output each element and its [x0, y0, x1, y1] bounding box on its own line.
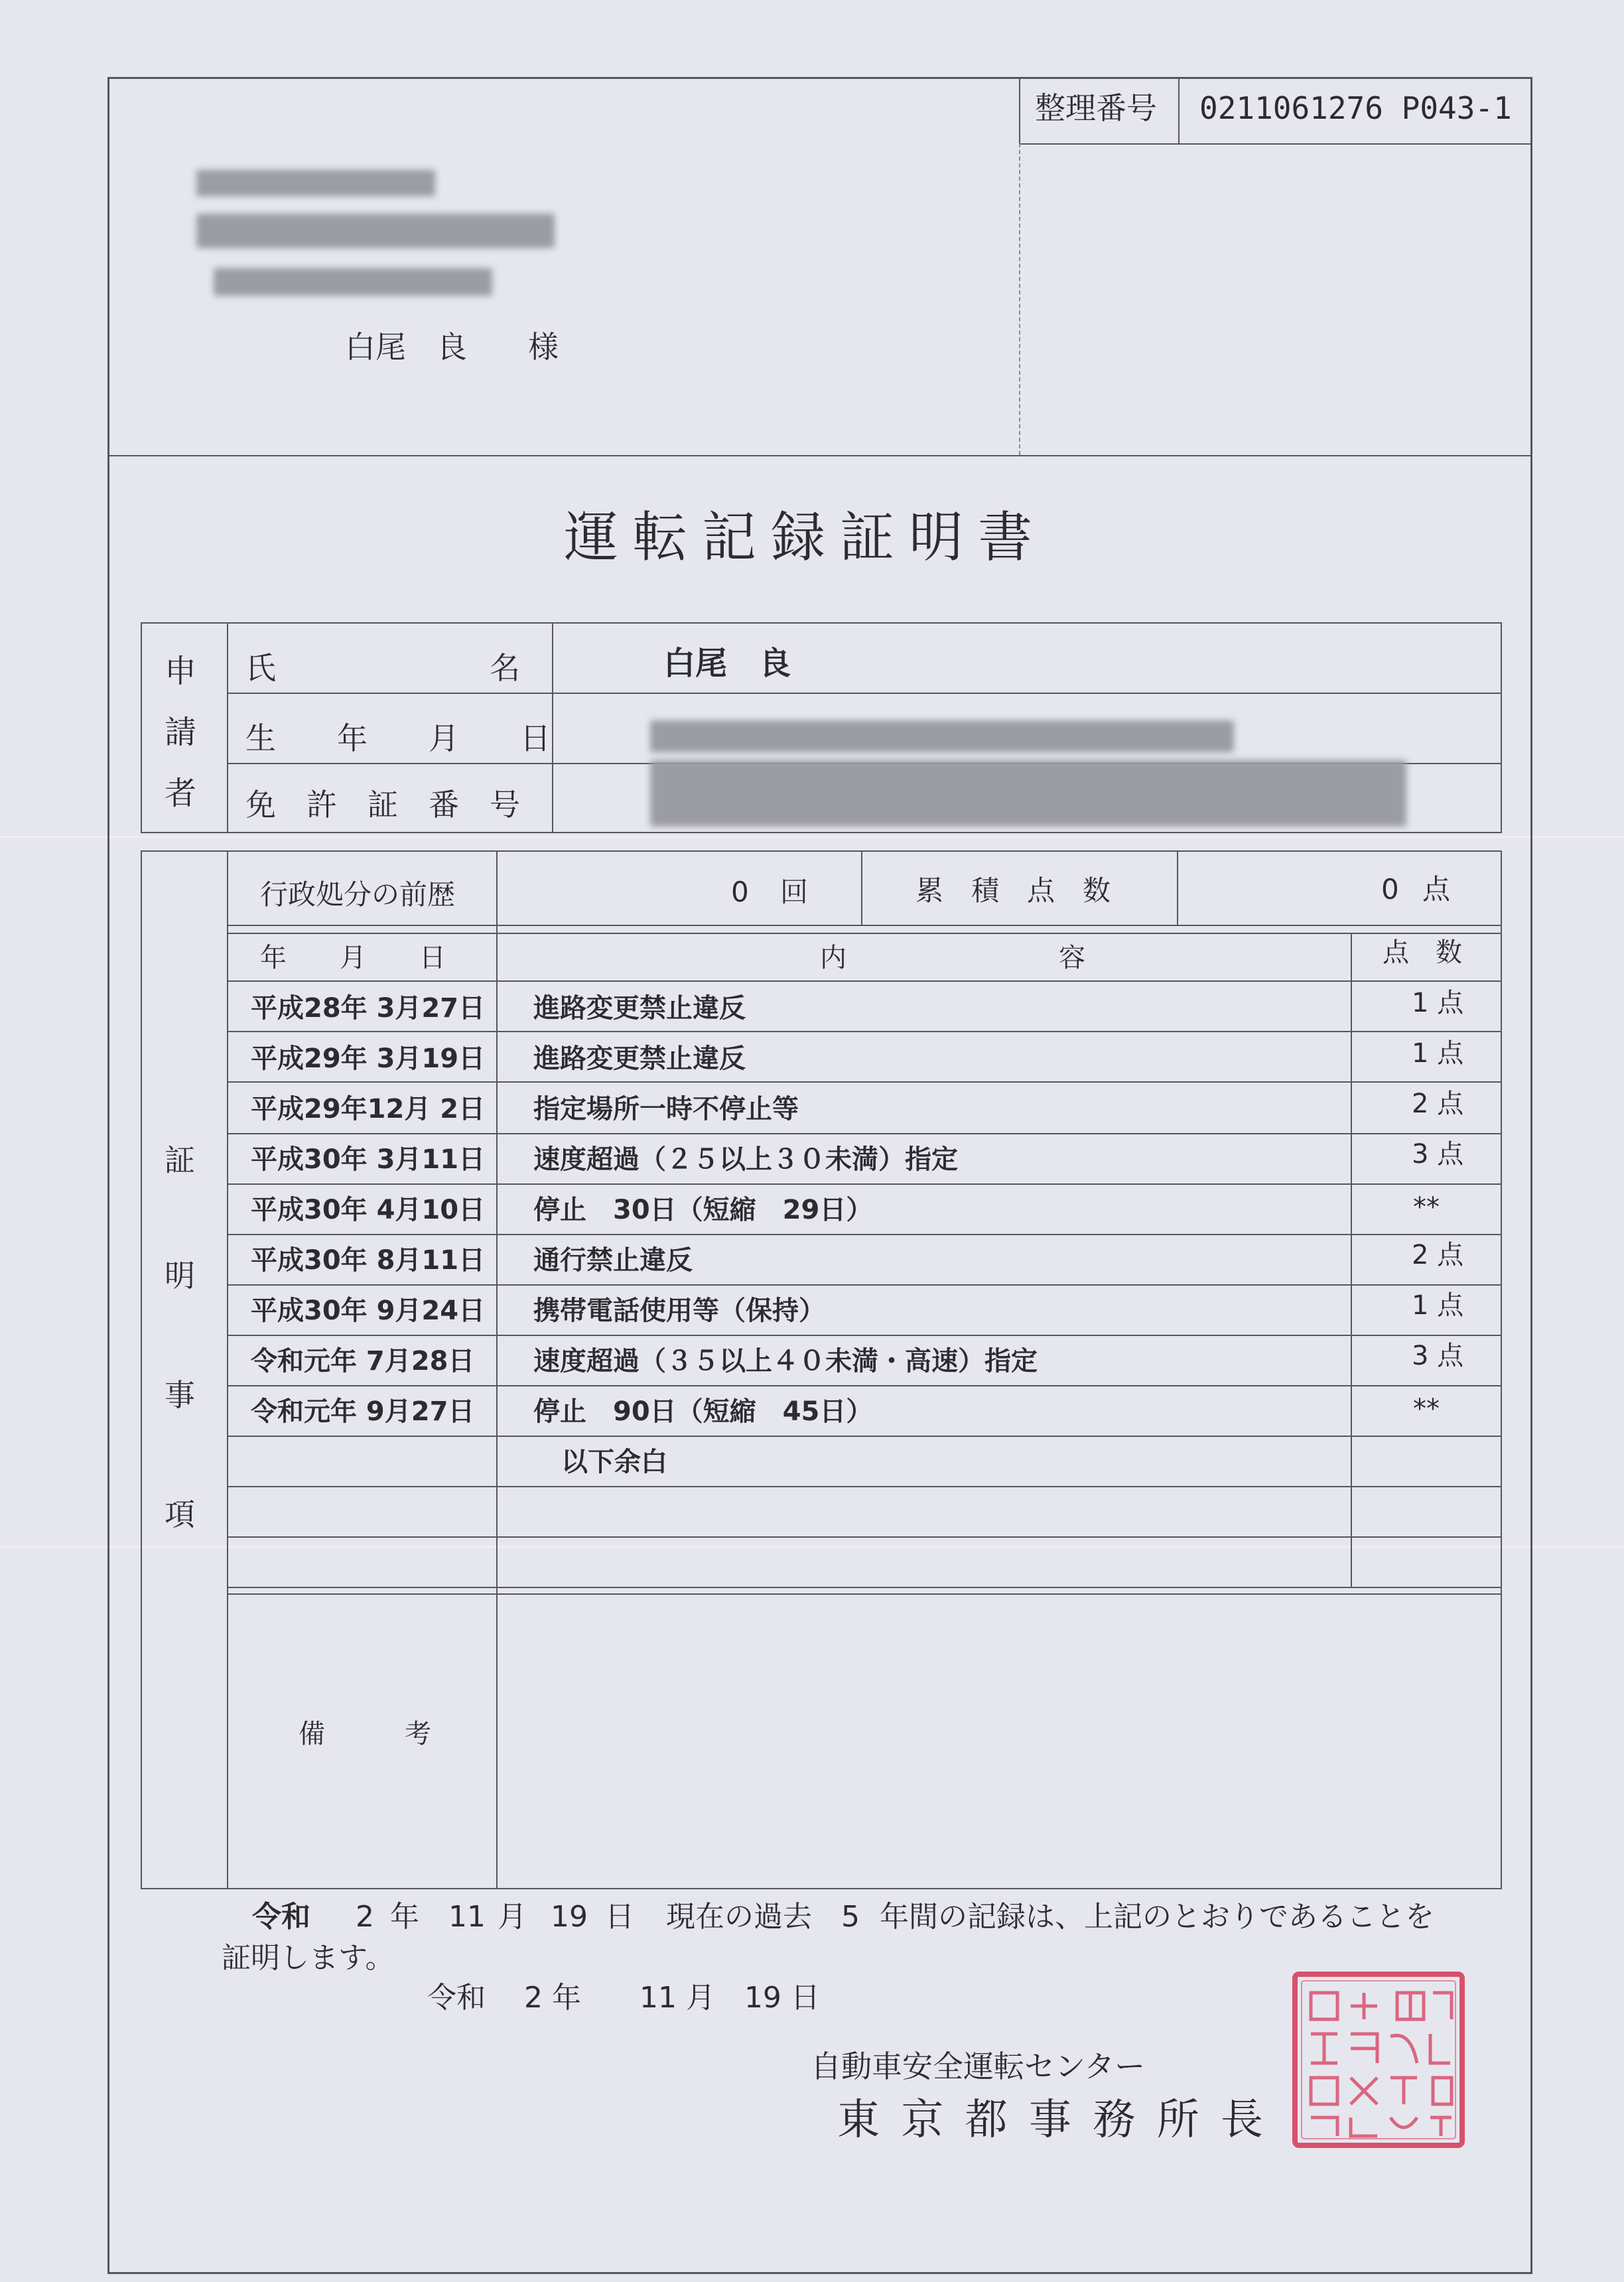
applicant-label-3: 者 [165, 775, 197, 812]
license-number-label: 免 許 証 番 号 [245, 787, 520, 823]
record-content: 停止 30日（短縮 29日） [533, 1195, 873, 1225]
accumulated-points-value: 0 [1381, 873, 1399, 906]
record-points: ** [1413, 1394, 1440, 1424]
issue-date: 令和 2 年 11 月 19 日 [427, 1981, 820, 2015]
records-label-1: 証 [165, 1142, 195, 1178]
record-points: 2 点 [1412, 1240, 1464, 1270]
cert-line-2: 証明します。 [222, 1941, 395, 1975]
cert-month-unit: 月 [498, 1900, 527, 1934]
cert-day-unit: 日 [605, 1900, 634, 1934]
cert-years-span: 5 [841, 1900, 860, 1934]
prior-disposition-value: 0 [731, 876, 749, 908]
record-points: ** [1413, 1192, 1440, 1223]
applicant-label-2: 請 [165, 714, 197, 751]
record-date: 令和元年 9月27日 [251, 1396, 475, 1427]
record-date: 平成30年 9月24日 [251, 1296, 486, 1326]
column-header-content: 内 容 [820, 943, 1085, 973]
record-date: 平成30年 4月10日 [251, 1195, 486, 1225]
accumulated-points-label: 累 積 点 数 [915, 874, 1111, 907]
redacted-birth-date [650, 720, 1234, 752]
record-date: 平成30年 3月11日 [251, 1144, 486, 1175]
cert-day: 19 [551, 1900, 588, 1934]
record-content: 速度超過（２５以上３０未満）指定 [533, 1144, 958, 1175]
record-date: 平成29年12月 2日 [251, 1094, 486, 1124]
record-points: 3 点 [1412, 1139, 1464, 1170]
applicant-name-value: 白尾 良 [663, 645, 791, 682]
cert-text-mid: 現在の過去 [666, 1900, 812, 1934]
birth-date-label: 生 年 月 日 [245, 720, 551, 756]
applicant-label-1: 申 [165, 653, 197, 690]
ref-number-value: 0211061276 P043-1 [1199, 90, 1512, 126]
column-header-date: 年 月 日 [260, 943, 446, 973]
remarks-label: 備 考 [299, 1719, 431, 1749]
name-label: 氏 名 [245, 650, 520, 686]
issuer-organization: 自動車安全運転センター [811, 2048, 1146, 2084]
accumulated-points-unit: 点 [1422, 873, 1451, 906]
record-date: 令和元年 7月28日 [251, 1346, 475, 1376]
prior-disposition-unit: 回 [780, 876, 809, 908]
redacted-license-number [650, 760, 1406, 827]
record-content: 以下余白 [561, 1447, 667, 1477]
records-label-3: 事 [165, 1377, 195, 1413]
cert-era: 令和 [252, 1900, 310, 1934]
record-content: 進路変更禁止違反 [533, 993, 746, 1024]
record-points: 1 点 [1412, 1038, 1464, 1069]
redacted-address-line-3 [214, 268, 492, 296]
ref-number-label: 整理番号 [1035, 90, 1157, 126]
record-points: 1 点 [1412, 1290, 1464, 1321]
recipient-name: 白尾 良 様 [345, 329, 559, 365]
record-content: 停止 90日（短縮 45日） [533, 1396, 873, 1427]
column-header-points: 点 数 [1383, 937, 1462, 968]
prior-disposition-label: 行政処分の前歴 [260, 878, 456, 911]
redacted-address-line-1 [196, 170, 435, 196]
record-date: 平成29年 3月19日 [251, 1043, 486, 1074]
records-label-2: 明 [165, 1258, 195, 1294]
official-seal [1291, 1970, 1466, 2149]
cert-text-end: 年間の記録は、上記のとおりであることを [880, 1900, 1434, 1934]
record-content: 通行禁止違反 [533, 1245, 693, 1276]
record-content: 進路変更禁止違反 [533, 1043, 746, 1074]
redacted-address-line-2 [196, 214, 555, 248]
records-label-4: 項 [165, 1497, 195, 1532]
record-content: 携帯電話使用等（保持） [533, 1296, 825, 1326]
record-points: 1 点 [1412, 988, 1464, 1018]
record-points: 3 点 [1412, 1341, 1464, 1371]
issuer-office: 東 京 都 事 務 所 長 [837, 2096, 1268, 2145]
record-date: 平成28年 3月27日 [251, 993, 486, 1024]
record-content: 指定場所一時不停止等 [533, 1094, 799, 1124]
cert-month: 11 [448, 1900, 486, 1934]
record-content: 速度超過（３５以上４０未満・高速）指定 [533, 1346, 1038, 1376]
document-title: 運転記録証明書 [564, 506, 1048, 569]
record-points: 2 点 [1412, 1089, 1464, 1119]
cert-year: 2 [356, 1900, 374, 1934]
record-date: 平成30年 8月11日 [251, 1245, 486, 1276]
cert-year-unit: 年 [390, 1900, 419, 1934]
